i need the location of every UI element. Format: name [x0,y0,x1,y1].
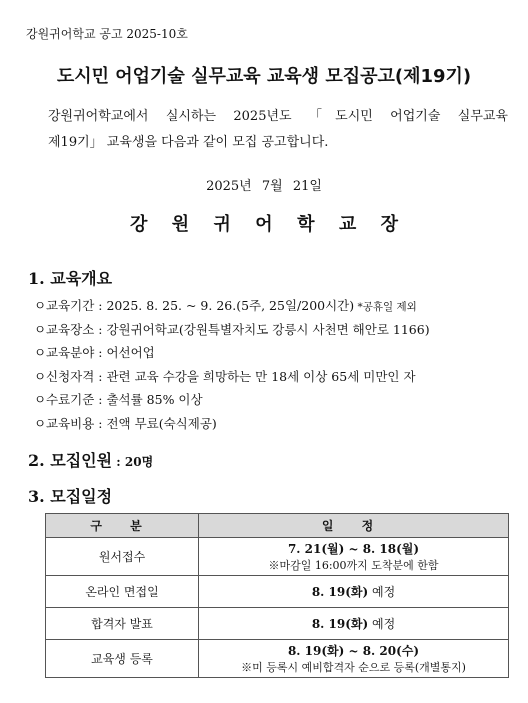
notice-number: 강원귀어학교 공고 2025-10호 [26,27,188,41]
row-date: 8. 19(화) ~ 8. 20(수) [287,644,420,658]
row-schedule [199,576,509,608]
section-heading-capacity [28,448,153,471]
list-item [34,318,430,342]
row-date: 8. 19(화) [311,585,369,599]
item-text: 수료기준 : 출석률 85% 이상 [46,392,203,407]
row-schedule [199,608,509,640]
issuer-char: 귀 [213,214,231,235]
item-text: 교육비용 : 전액 무료(숙식제공) [46,415,217,431]
item-text: 교육분야 : 어선어업 [46,345,155,360]
overview-list [34,294,430,435]
list-item [34,294,430,318]
bullet-icon: ㅇ [34,298,47,313]
row-note: ※마감일 16:00까지 도착분에 한함 [268,559,439,572]
row-label: 온라인 면접일 [46,576,199,608]
table-row [46,576,509,608]
row-label: 원서접수 [46,538,199,576]
row-date: 7. 21(월) ~ 8. 18(월) [287,542,420,556]
bullet-icon: ㅇ [34,321,47,337]
issuer-char: 강 [130,214,148,235]
row-suffix: 예정 [368,617,396,631]
capacity-value: : 20명 [112,455,154,469]
issuer-char: 원 [171,214,190,235]
table-row [46,608,509,640]
item-text: 교육장소 : 강원귀어학교(강원특별자치도 강릉시 사천면 해안로 1166) [46,321,430,337]
notice-date: 2025년 7월 21일 [206,179,322,194]
bullet-icon: ㅇ [34,368,47,384]
capacity-title: 2. 모집인원 [28,451,113,470]
header-schedule: 일 정 [199,514,509,538]
header-category: 구 분 [46,514,199,538]
intro-line-1: 강원귀어학교에서 실시하는 2025년도 「도시민 어업기술 실무교육 [48,109,508,124]
section-heading-schedule: 3. 모집일정 [28,487,113,506]
row-note: ※미 등록시 예비합격자 순으로 등록(개별통지) [241,661,466,674]
intro-line-2: 제19기」 교육생을 다음과 같이 모집 공고합니다. [48,135,329,150]
intro-paragraph [48,104,508,156]
row-schedule [199,538,509,576]
row-label: 교육생 등록 [46,640,199,678]
page-title: 도시민 어업기술 실무교육 교육생 모집공고(제19기) [56,66,472,87]
row-suffix: 예정 [368,585,396,599]
issuer-char: 학 [297,214,315,235]
item-text: 신청자격 : 관련 교육 수강을 희망하는 만 18세 이상 65세 미만인 자 [46,368,416,384]
table-header-row [46,514,509,538]
bullet-icon: ㅇ [34,415,47,431]
issuer-char: 교 [338,214,357,235]
row-schedule [199,640,509,678]
list-item [34,341,430,365]
table-row [46,640,509,678]
schedule-table [45,513,509,678]
bullet-icon: ㅇ [34,392,47,407]
section-heading-overview: 1. 교육개요 [28,269,113,288]
issuer-name [130,210,398,236]
issuer-char: 장 [380,214,398,235]
list-item [34,365,430,389]
table-row [46,538,509,576]
issuer-char: 어 [255,214,273,235]
row-label: 합격자 발표 [46,608,199,640]
bullet-icon: ㅇ [34,345,47,360]
list-item [34,388,430,412]
row-date: 8. 19(화) [311,617,369,631]
list-item [34,412,430,436]
item-text: 교육기간 : 2025. 8. 25. ~ 9. 26.(5주, 25일/200시간) [46,298,355,313]
item-note: *공휴일 제외 [354,301,417,313]
